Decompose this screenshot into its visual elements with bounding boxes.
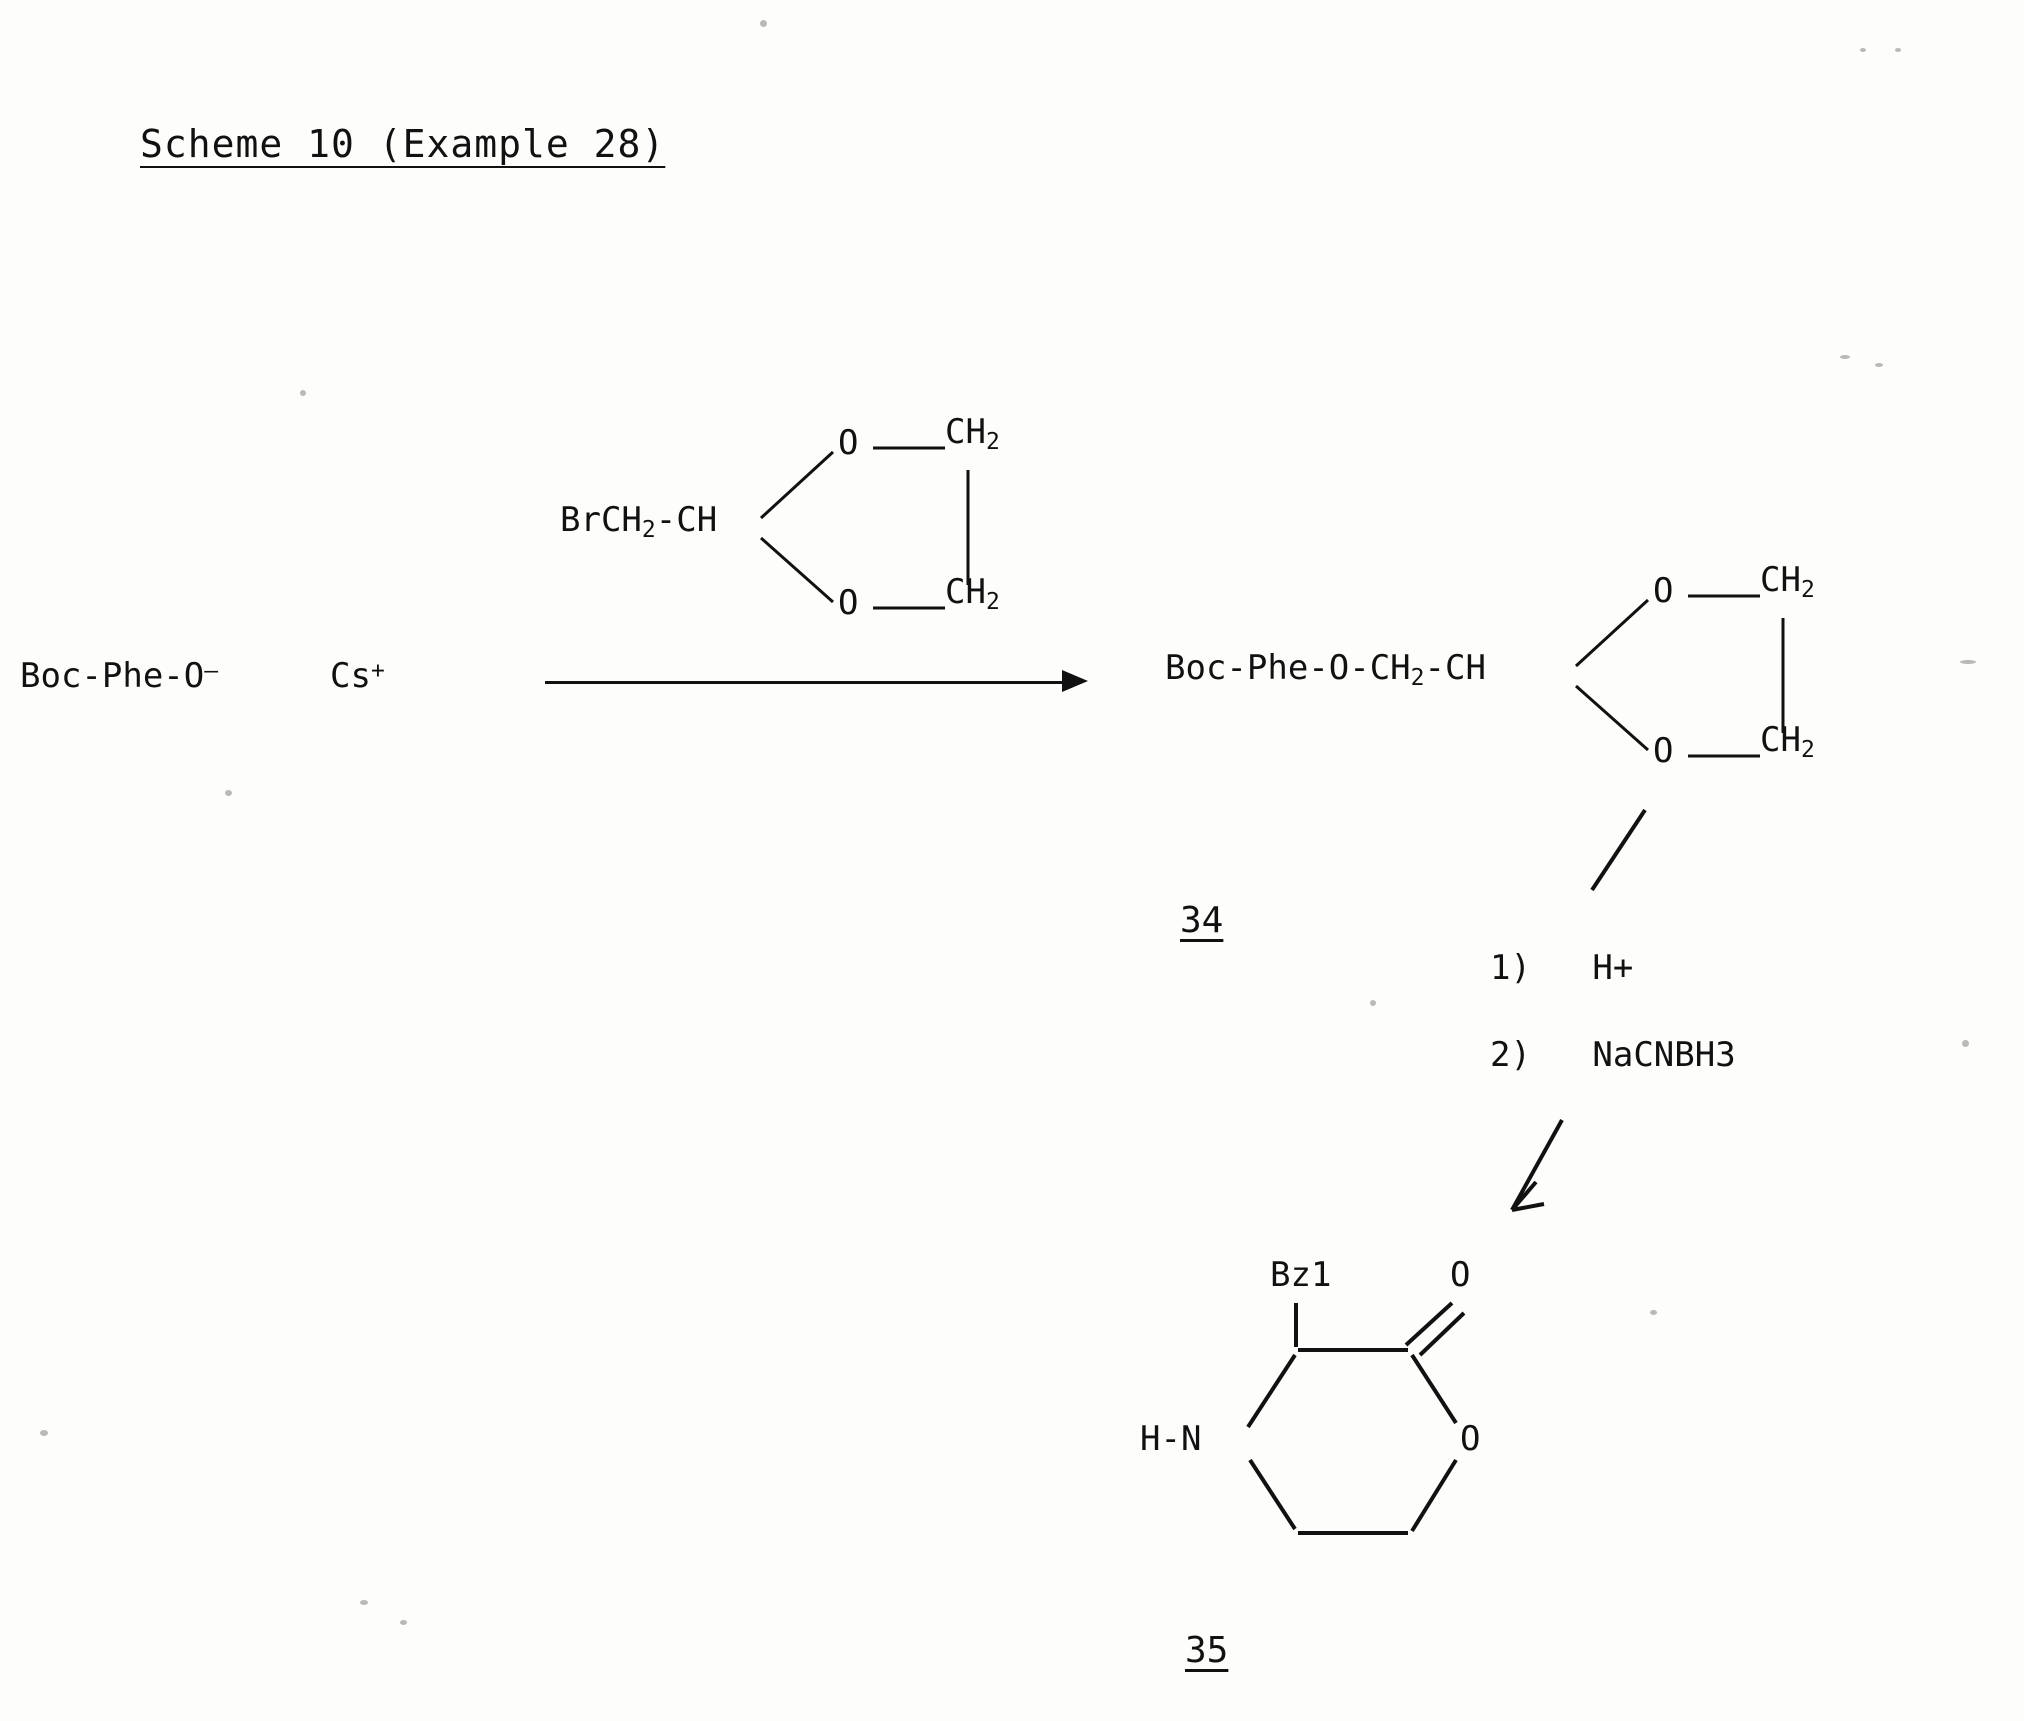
reactant-charge: – (204, 658, 219, 684)
product34-chain-text (1165, 648, 1486, 691)
scan-speck (1960, 660, 1976, 664)
scan-speck (300, 390, 306, 396)
compound-number-35: 35 (1185, 1630, 1229, 1671)
condition-2-step: 2) (1490, 1035, 1531, 1075)
product34-chain-tail: -CH (1424, 648, 1486, 688)
scan-speck (1860, 48, 1866, 52)
scan-speck (225, 790, 232, 796)
counterion-cesium (330, 656, 385, 696)
scan-speck (1895, 48, 1901, 52)
reagent-chain-brch: BrCH (560, 500, 642, 540)
compound-number-34: 34 (1180, 900, 1224, 941)
condition-step-2 (1490, 1035, 1736, 1075)
scan-speck (1650, 1310, 1657, 1315)
reagent-ring-top-o: O (838, 423, 859, 463)
product34-ring-bottom-ch2: $CH_2$ (1760, 720, 1815, 763)
product34-chain-sub: 2 (1410, 665, 1425, 691)
reagent-ring-top-ch2: $CH_2$ (945, 412, 1000, 455)
product-35 (1120, 1255, 1580, 1585)
condition-1-step: 1) (1490, 948, 1531, 988)
condition-2-sub: 3 (1715, 1035, 1736, 1075)
product35-ring-o: O (1460, 1419, 1481, 1459)
scan-speck (1370, 1000, 1376, 1006)
product34-chain-head: Boc-Phe-O-CH (1165, 648, 1411, 688)
scan-speck (1840, 355, 1850, 359)
scan-speck (400, 1620, 407, 1625)
conditions-arrow (1440, 790, 1800, 1230)
product34-ring-top-o: O (1653, 571, 1674, 611)
scan-speck (40, 1430, 48, 1436)
page-title: Scheme 10 (Example 28) (140, 122, 666, 166)
product35-bzl-label: Bz1 (1270, 1255, 1332, 1295)
scan-speck (360, 1600, 368, 1605)
condition-step-1 (1490, 948, 1633, 988)
reagent-ring-bonds (755, 430, 1115, 650)
counterion-charge: + (370, 658, 385, 684)
reagent-chain-text (560, 500, 717, 543)
reactant-label: Boc-Phe-O (20, 656, 205, 696)
product35-carbonyl-o: O (1450, 1255, 1471, 1295)
product35-amine: H-N (1140, 1419, 1202, 1459)
scan-speck (1875, 363, 1883, 367)
condition-1-reagent: H (1592, 948, 1613, 988)
scan-speck (760, 20, 767, 27)
reagent-chain-sub: 2 (641, 517, 656, 543)
scan-speck (1962, 1040, 1969, 1047)
reagent-ring-bottom-ch2: $CH_2$ (945, 572, 1000, 615)
product34-ring-bonds (1570, 578, 1930, 798)
product34-ring-bottom-o: O (1653, 731, 1674, 771)
product35-ring-bonds (1120, 1255, 1580, 1585)
product34-ring-top-ch2: $CH_2$ (1760, 560, 1815, 603)
condition-2-reagent: NaCNBH (1592, 1035, 1716, 1075)
counterion-label: Cs (330, 656, 371, 696)
reagent-chain-tail: -CH (655, 500, 718, 540)
condition-1-sup: + (1612, 948, 1634, 988)
reagent-ring-bottom-o: O (838, 583, 859, 623)
reactant-boc-phe-o (20, 656, 218, 696)
